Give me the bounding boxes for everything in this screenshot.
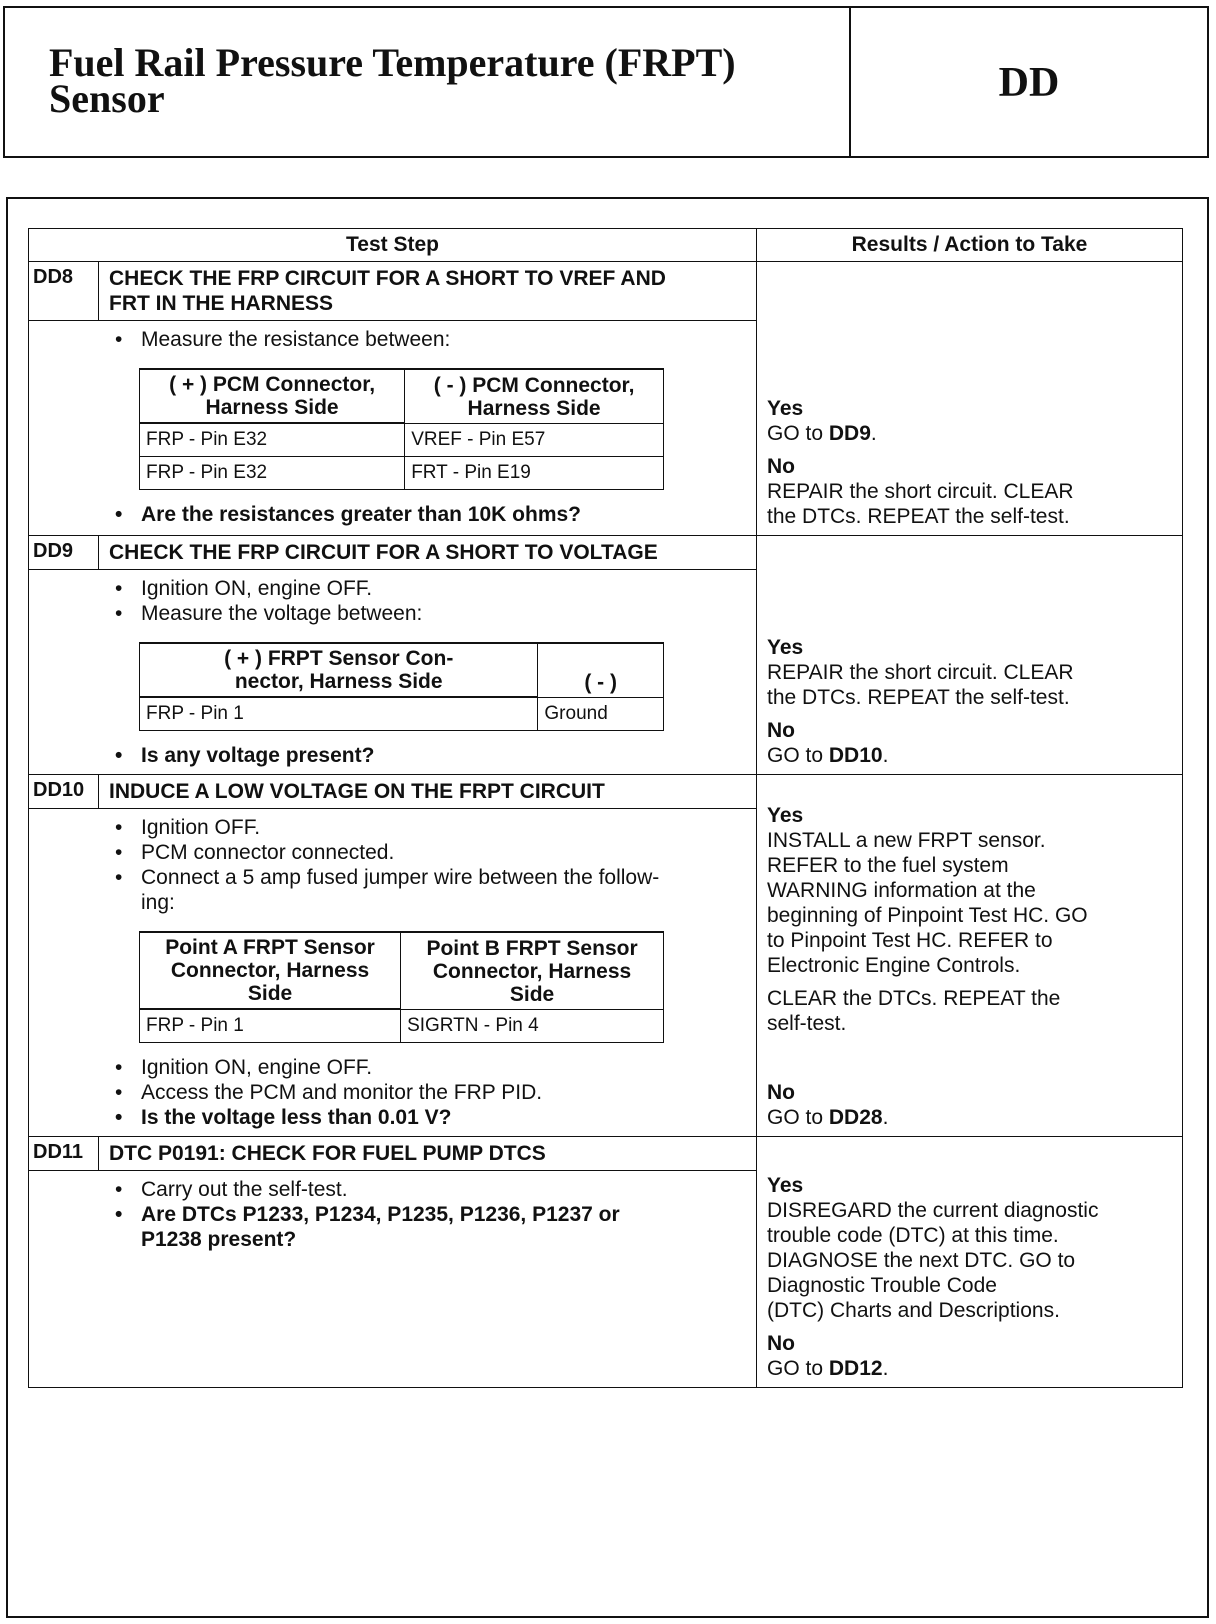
goto-ref: DD10 <box>828 744 883 767</box>
sub-cell: FRP - Pin 1 <box>140 1009 401 1043</box>
step-body <box>29 1171 757 1388</box>
yes-label: Yes <box>767 397 804 420</box>
sub-header: ( - ) <box>538 643 664 697</box>
yes-action-line: DIAGNOSE the next DTC. GO to <box>767 1249 1076 1272</box>
step-code: DD8 <box>29 262 99 321</box>
instruction: • Ignition OFF. <box>109 815 746 840</box>
yes-action-line: trouble code (DTC) at this time. <box>767 1224 1059 1247</box>
yes-label: Yes <box>767 804 804 827</box>
step-body <box>29 809 757 1137</box>
question: • Are the resistances greater than 10K ohms? <box>109 502 746 527</box>
no-label: No <box>767 1332 795 1355</box>
measurement-table <box>139 642 664 731</box>
goto-ref: DD9 <box>828 422 871 445</box>
title-line-1: Fuel Rail Pressure Temperature (FRPT) <box>49 40 736 85</box>
yes-action-line: REPAIR the short circuit. CLEAR <box>767 661 1074 684</box>
step-title: CHECK THE FRP CIRCUIT FOR A SHORT TO VOLTAGE <box>99 536 757 570</box>
sub-header: Point B FRPT Sensor Connector, Harness Side <box>401 932 664 1009</box>
measurement-table <box>139 368 664 490</box>
action-text: GO to <box>767 422 829 445</box>
instruction: • Ignition ON, engine OFF. <box>109 576 746 601</box>
no-label: No <box>767 455 795 478</box>
step-code: DD11 <box>29 1137 99 1171</box>
sub-cell: FRT - Pin E19 <box>405 457 664 490</box>
sub-cell: FRP - Pin E32 <box>140 423 405 457</box>
col-test-step: Test Step <box>29 229 757 262</box>
sub-cell: FRP - Pin E32 <box>140 457 405 490</box>
action-text: GO to <box>767 1357 829 1380</box>
sub-cell: VREF - Pin E57 <box>405 423 664 457</box>
step-code: DD10 <box>29 775 99 809</box>
step-title-line: CHECK THE FRP CIRCUIT FOR A SHORT TO VREF AND <box>109 267 666 290</box>
instruction: • Access the PCM and monitor the FRP PID. <box>109 1080 746 1105</box>
yes-action-line: to Pinpoint Test HC. REFER to <box>767 929 1053 952</box>
step-title-line: FRT IN THE HARNESS <box>109 292 334 315</box>
yes-action-line: INSTALL a new FRPT sensor. <box>767 829 1046 852</box>
no-label: No <box>767 1081 795 1104</box>
yes-label: Yes <box>767 1174 804 1197</box>
instruction: • Measure the voltage between: <box>109 601 746 626</box>
step-title <box>99 262 757 321</box>
pinpoint-test-table <box>28 228 1183 1388</box>
no-action-line: the DTCs. REPEAT the self-test. <box>767 505 1070 528</box>
table-header-row <box>29 229 1183 262</box>
instruction: • PCM connector connected. <box>109 840 746 865</box>
instruction: • Connect a 5 amp fused jumper wire between the follow- ing: <box>109 865 746 915</box>
sub-cell: Ground <box>538 697 664 731</box>
no-action: GO to DD10. <box>767 744 889 767</box>
yes-action-line: (DTC) Charts and Descriptions. <box>767 1299 1060 1322</box>
jumper-table <box>139 931 664 1043</box>
goto-ref: DD12 <box>828 1357 883 1380</box>
step-title: INDUCE A LOW VOLTAGE ON THE FRPT CIRCUIT <box>99 775 757 809</box>
sub-cell: SIGRTN - Pin 4 <box>401 1009 664 1043</box>
yes-action: GO to DD9. <box>767 422 877 445</box>
title-line-2: Sensor <box>49 76 165 121</box>
action-text: GO to <box>767 744 829 767</box>
step-dd10-results <box>757 775 1183 1137</box>
yes-action-line: beginning of Pinpoint Test HC. GO <box>767 904 1088 927</box>
yes-action-line: DISREGARD the current diagnostic <box>767 1199 1099 1222</box>
sub-cell: FRP - Pin 1 <box>140 697 538 731</box>
sub-header: ( + ) PCM Connector, Harness Side <box>140 369 405 423</box>
yes-action-line: Diagnostic Trouble Code <box>767 1274 997 1297</box>
step-dd11-title-row <box>29 1137 1183 1171</box>
yes-action-line: REFER to the fuel system <box>767 854 1009 877</box>
goto-ref: DD28 <box>828 1106 883 1129</box>
col-results: Results / Action to Take <box>757 229 1183 262</box>
yes-action-line: self-test. <box>767 1012 847 1035</box>
yes-action-line: Electronic Engine Controls. <box>767 954 1021 977</box>
page-title <box>5 8 851 156</box>
step-code: DD9 <box>29 536 99 570</box>
page-header <box>3 6 1209 158</box>
step-dd11-results <box>757 1137 1183 1388</box>
question: • Is any voltage present? <box>109 743 746 768</box>
no-label: No <box>767 719 795 742</box>
sub-header: Point A FRPT Sensor Connector, Harness Side <box>140 932 401 1009</box>
no-action-line: REPAIR the short circuit. CLEAR <box>767 480 1074 503</box>
step-dd9-results <box>757 536 1183 775</box>
instruction: • Carry out the self-test. <box>109 1177 746 1202</box>
step-body <box>29 321 757 536</box>
question: • Is the voltage less than 0.01 V? <box>109 1105 746 1130</box>
yes-action-line: the DTCs. REPEAT the self-test. <box>767 686 1070 709</box>
question: • Are DTCs P1233, P1234, P1235, P1236, P1237 or P1238 present? <box>109 1202 746 1252</box>
section-code: DD <box>998 60 1060 106</box>
yes-label: Yes <box>767 636 804 659</box>
sub-header: ( + ) FRPT Sensor Con- nector, Harness Side <box>140 643 538 697</box>
yes-action-line: CLEAR the DTCs. REPEAT the <box>767 987 1061 1010</box>
instruction: • Ignition ON, engine OFF. <box>109 1055 746 1080</box>
sub-header: ( - ) PCM Connector, Harness Side <box>405 369 664 423</box>
step-title: DTC P0191: CHECK FOR FUEL PUMP DTCS <box>99 1137 757 1171</box>
action-text: GO to <box>767 1106 829 1129</box>
step-dd8-title-row <box>29 262 1183 321</box>
step-dd9-title-row <box>29 536 1183 570</box>
step-body <box>29 570 757 775</box>
instruction: • Measure the resistance between: <box>109 327 746 352</box>
step-dd8-results <box>757 262 1183 536</box>
step-dd10-title-row <box>29 775 1183 809</box>
yes-action-line: WARNING information at the <box>767 879 1036 902</box>
no-action: GO to DD28. <box>767 1106 889 1129</box>
no-action: GO to DD12. <box>767 1357 889 1380</box>
